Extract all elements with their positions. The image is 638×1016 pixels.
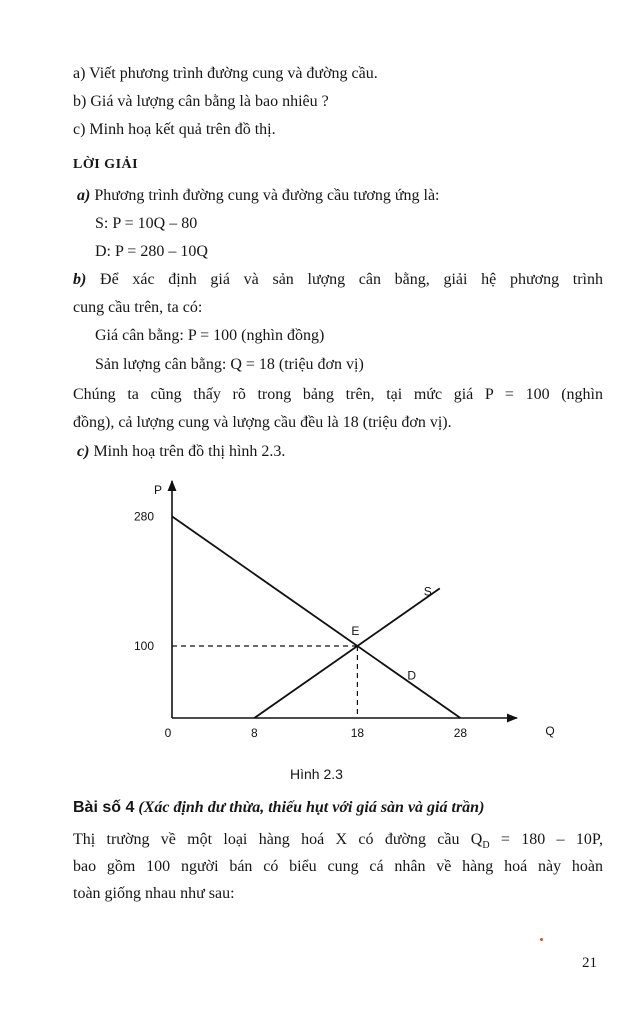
- solution-heading: LỜI GIẢI: [73, 157, 139, 172]
- exercise-line2: bao gồm 100 người bán có biểu cung cá nhân về hàng hoá này hoàn: [73, 858, 603, 875]
- y-axis-label: P: [153, 483, 163, 497]
- x-tick-label-18: 18: [350, 726, 365, 740]
- subscript-d: D: [482, 840, 490, 852]
- solution-a-label: a): [77, 187, 91, 204]
- exercise-heading: [73, 798, 484, 818]
- supply-demand-chart: [130, 475, 555, 750]
- series-label-d: D: [407, 668, 417, 683]
- y-tick-label-100: 100: [133, 639, 155, 653]
- exercise-line1-end: = 180 – 10P,: [489, 831, 603, 848]
- question-a: a) Viết phương trình đường cung và đường cầu.: [73, 65, 378, 82]
- supply-equation: S: P = 10Q – 80: [95, 215, 198, 232]
- paragraph-line2: đồng), cả lượng cung và lượng cầu đều là 18 (triệu đơn vị).: [73, 414, 452, 431]
- y-tick-label-280: 280: [133, 509, 155, 524]
- solution-c: [77, 442, 285, 462]
- solution-b-line1: [73, 270, 603, 290]
- solution-b-text: Để xác định giá và sản lượng cân bằng, giải hệ phương trình: [100, 271, 604, 288]
- exercise-line3: toàn giống nhau như sau:: [73, 885, 235, 902]
- exercise-line1: [73, 830, 603, 856]
- equilibrium-label: E: [351, 624, 360, 638]
- equilibrium-quantity: Sản lượng cân bằng: Q = 18 (triệu đơn vị): [95, 356, 364, 373]
- solution-a-text: Phương trình đường cung và đường cầu tương ứng là:: [94, 187, 440, 204]
- question-c: c) Minh hoạ kết quả trên đồ thị.: [73, 121, 276, 138]
- x-tick-label-28: 28: [453, 726, 468, 740]
- solution-b-line2: cung cầu trên, ta có:: [73, 299, 203, 316]
- series-line-s: [254, 588, 439, 718]
- series-line-d: [172, 516, 460, 718]
- exercise-line1-text: Thị trường về một loại hàng hoá X có đường cầu Q: [73, 831, 483, 848]
- equilibrium-price: Giá cân bằng: P = 100 (nghìn đồng): [95, 327, 325, 344]
- solution-a: [77, 186, 440, 206]
- series-label-s: S: [423, 584, 432, 599]
- question-b: b) Giá và lượng cân bằng là bao nhiêu ?: [73, 93, 329, 110]
- exercise-number: Bài số 4: [73, 799, 135, 816]
- demand-equation: D: P = 280 – 10Q: [95, 243, 208, 260]
- x-tick-label-8: 8: [251, 726, 258, 740]
- decorative-dot: [540, 938, 543, 941]
- figure-caption: Hình 2.3: [290, 766, 343, 782]
- x-axis-label: Q: [545, 724, 555, 738]
- x-tick-label-0: 0: [164, 726, 172, 740]
- solution-c-label: c): [77, 443, 90, 460]
- exercise-title: (Xác định dư thừa, thiếu hụt với giá sàn và giá trần): [138, 799, 485, 816]
- solution-b-label: b): [73, 271, 87, 288]
- solution-c-text: Minh hoạ trên đồ thị hình 2.3.: [93, 443, 286, 460]
- paragraph-line1: Chúng ta cũng thấy rõ trong bảng trên, tại mức giá P = 100 (nghìn: [73, 386, 603, 403]
- page-number: 21: [582, 955, 597, 971]
